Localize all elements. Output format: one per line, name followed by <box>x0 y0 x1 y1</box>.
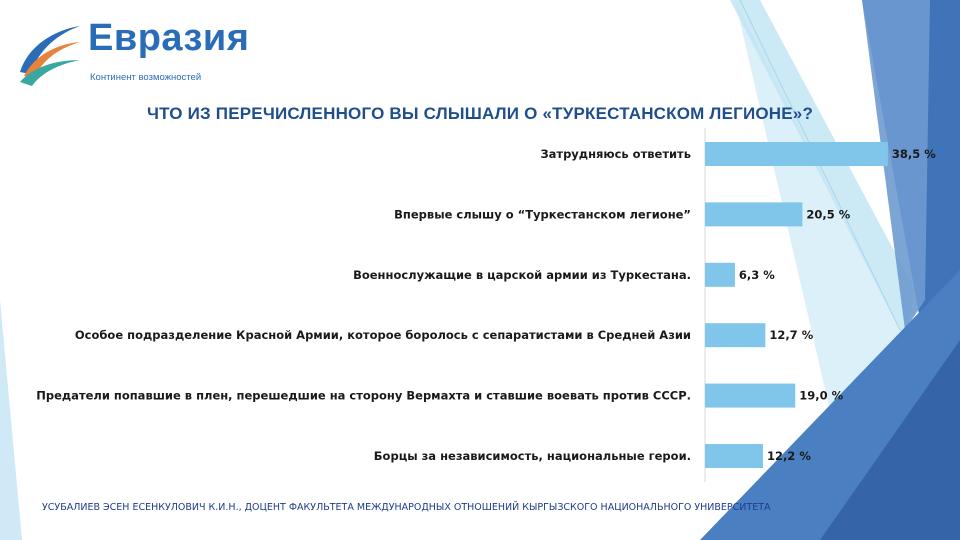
value-label-3: 12,7 % <box>769 328 814 343</box>
category-label-1: Впервые слышу о “Туркестанском легионе” <box>394 207 691 222</box>
bar-5 <box>705 444 763 468</box>
brand-name: Евразия <box>88 17 250 59</box>
bar-3 <box>705 323 765 347</box>
brand-tagline: Континент возможностей <box>90 72 202 83</box>
bar-2 <box>705 263 735 287</box>
bar-0 <box>705 142 888 166</box>
category-label-4: Предатели попавшие в плен, перешедшие на сторону Вермахта и ставшие воевать против СССР. <box>36 388 691 403</box>
value-label-4: 19,0 % <box>799 388 844 403</box>
value-label-5: 12,2 % <box>766 449 811 463</box>
category-label-2: Военнослужащие в царской армии из Туркестана. <box>353 267 691 282</box>
author-footer: УСУБАЛИЕВ ЭСЕН ЕСЕНКУЛОВИЧ К.И.Н., ДОЦЕНТ ФАКУЛЬТЕТА МЕЖДУНАРОДНЫХ ОТНОШЕНИЙ КЫРГЫЗСКОГО НАЦИОНАЛЬНОГО УНИВЕРСИТЕТА <box>42 502 771 513</box>
chart-title: ЧТО ИЗ ПЕРЕЧИСЛЕННОГО ВЫ СЛЫШАЛИ О «ТУРКЕСТАНСКОМ ЛЕГИОНЕ»? <box>146 104 814 123</box>
bar-1 <box>705 202 802 226</box>
category-label-5: Борцы за независимость, национальные герои. <box>373 449 691 463</box>
value-label-1: 20,5 % <box>806 207 851 222</box>
value-label-2: 6,3 % <box>738 267 775 282</box>
category-label-3: Особое подразделение Красной Армии, которое боролось с сепаратистами в Средней Азии <box>74 328 691 343</box>
bar-4 <box>705 384 795 408</box>
value-label-0: 38,5 % <box>891 147 936 161</box>
category-label-0: Затрудняюсь ответить <box>540 147 691 161</box>
